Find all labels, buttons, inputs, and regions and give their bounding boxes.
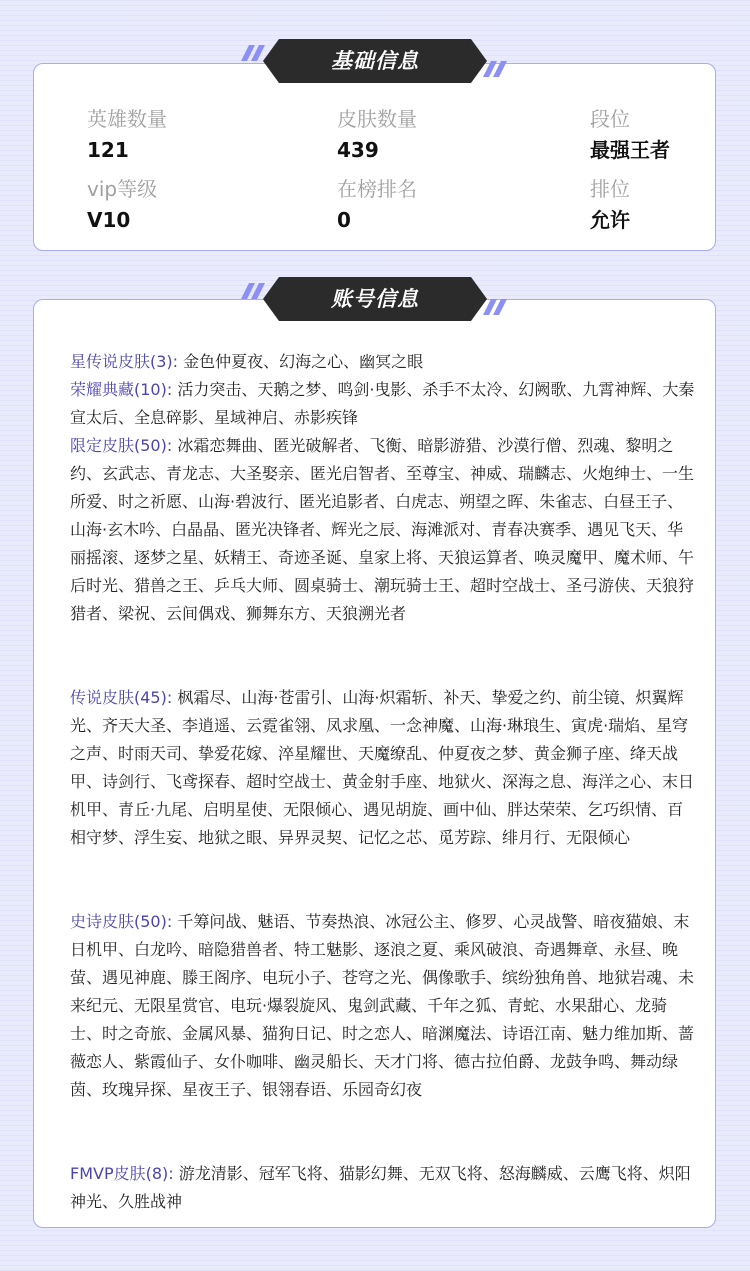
stat-label: 在榜排名	[337, 177, 417, 201]
stat-vip-level	[87, 176, 157, 233]
section-title: 史诗皮肤(50):	[70, 912, 173, 931]
skin-section-epic	[70, 908, 696, 1104]
account-info-banner	[237, 275, 513, 323]
stat-value: 439	[337, 138, 379, 162]
stat-label: 英雄数量	[87, 107, 167, 131]
account-info-title: 账号信息	[331, 287, 419, 311]
section-items: 活力突击、天鹅之梦、鸣剑·曳影、杀手不太冷、幻阙歌、九霄神辉、大秦宣太后、全息碎影、星域神启、赤影疾锋	[70, 380, 695, 427]
section-title: 限定皮肤(50):	[70, 436, 173, 455]
basic-info-banner	[237, 37, 513, 85]
stat-value: 最强王者	[590, 138, 670, 162]
stat-skin-count	[337, 106, 417, 163]
stat-label: 排位	[590, 177, 630, 201]
stat-label: vip等级	[87, 177, 158, 201]
stat-hero-count	[87, 106, 167, 163]
section-items: 金色仲夏夜、幻海之心、幽冥之眼	[183, 352, 424, 371]
section-items: 枫霜尽、山海·苍雷引、山海·炽霜斩、补天、挚爱之约、前尘镜、炽翼辉光、齐天大圣、李逍遥、云霓雀翎、凤求凰、一念神魔、山海·琳琅生、寅虎·瑞焰、星穹之声、时雨天司、挚爱花嫁、淬星耀世、天魔缭乱、仲夏夜之梦、黄金狮子座、绛天战甲、诗剑行、飞鸢探春、超时空战士、黄金射手座、地狱火、深海之息、海洋之心、末日机甲、青丘·九尾、启明星使、无限倾心、遇见胡旋、画中仙、胖达荣荣、乞巧织情、百相守梦、浮生妄、地狱之眼、异界灵契、记忆之芯、觅芳踪、绯月行、无限倾心	[70, 688, 695, 847]
account-info-card	[33, 299, 716, 1228]
section-items: 千筹问战、魅语、节奏热浪、冰冠公主、修罗、心灵战警、暗夜猫娘、末日机甲、白龙吟、暗隐猎兽者、特工魅影、逐浪之夏、乘风破浪、奇遇舞章、永昼、晚萤、遇见神鹿、滕王阁序、电玩小子、苍穹之光、偶像歌手、缤纷独角兽、地狱岩魂、未来纪元、无限星赏官、电玩·爆裂旋风、鬼剑武藏、千年之狐、青蛇、水果甜心、龙骑士、时之奇旅、金属风暴、猫狗日记、时之恋人、暗渊魔法、诗语江南、魅力维加斯、蔷薇恋人、紫霞仙子、女仆咖啡、幽灵船长、天才门将、德古拉伯爵、龙鼓争鸣、舞动绿茵、玫瑰异探、星夜王子、银翎春语、乐园奇幻夜	[70, 912, 695, 1099]
section-title: 传说皮肤(45):	[70, 688, 173, 707]
skin-section-legend	[70, 684, 696, 852]
basic-info-card	[33, 63, 716, 251]
stat-leaderboard-rank	[337, 176, 417, 233]
skin-section-limited	[70, 432, 696, 628]
section-items: 游龙清影、冠军飞将、猫影幻舞、无双飞将、怒海麟威、云鹰飞将、炽阳神光、久胜战神	[70, 1164, 691, 1211]
section-title: 星传说皮肤(3):	[70, 352, 179, 371]
stat-value: 121	[87, 138, 129, 162]
basic-info-title: 基础信息	[331, 49, 419, 73]
stat-rank	[590, 106, 670, 163]
stat-value: 允许	[590, 208, 630, 232]
section-title: FMVP皮肤(8):	[70, 1164, 174, 1183]
stat-value: 0	[337, 208, 351, 232]
skin-section-star-legend	[70, 348, 696, 376]
stat-label: 段位	[590, 107, 630, 131]
stat-value: V10	[87, 208, 131, 232]
section-items: 冰霜恋舞曲、匿光破解者、飞衡、暗影游猎、沙漠行僧、烈魂、黎明之约、玄武志、青龙志、大圣娶亲、匿光启智者、至尊宝、神威、瑞麟志、火炮绅士、一生所爱、时之祈愿、山海·碧波行、匿光追影者、白虎志、朔望之晖、朱雀志、白昼王子、山海·玄木吟、白晶晶、匿光决锋者、辉光之辰、海滩派对、青春决赛季、遇见飞天、华丽摇滚、逐梦之星、妖精王、奇迹圣诞、皇家上将、天狼运算者、唤灵魔甲、魔术师、午后时光、猎兽之王、乒乓大师、圆桌骑士、潮玩骑士王、超时空战士、圣弓游侠、天狼狩猎者、梁祝、云间偶戏、狮舞东方、天狼溯光者	[70, 436, 695, 623]
section-title: 荣耀典藏(10):	[70, 380, 173, 399]
skin-section-fmvp	[70, 1160, 696, 1216]
skin-section-glory-collection	[70, 376, 696, 432]
stat-ranked-permission	[590, 176, 630, 233]
stat-label: 皮肤数量	[337, 107, 417, 131]
